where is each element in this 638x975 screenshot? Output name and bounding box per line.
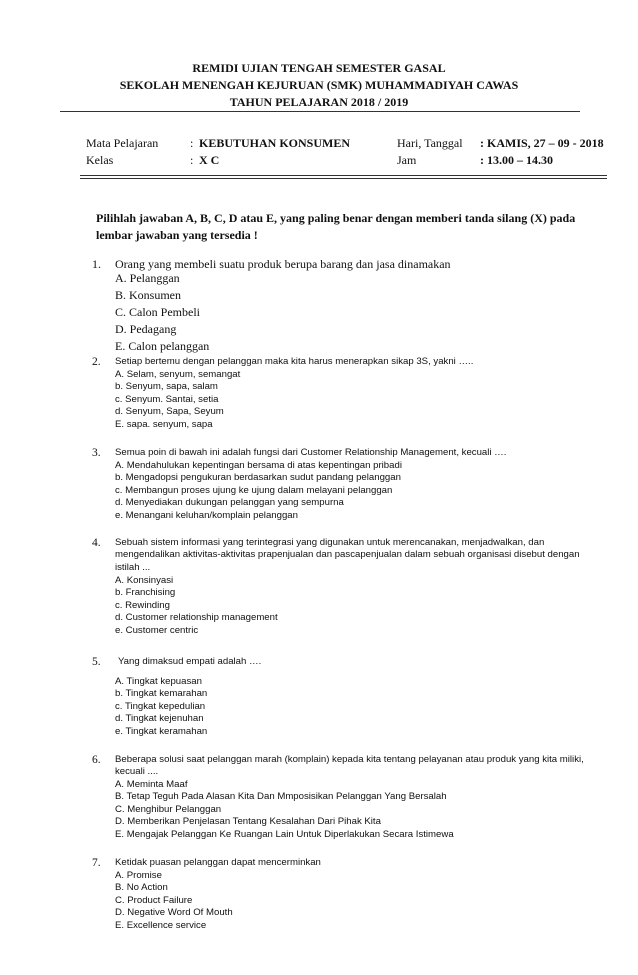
option-b: B. Tetap Teguh Pada Alasan Kita Dan Mmposisikan Pelanggan Yang Bersalah [115, 791, 447, 803]
option-a: A. Selam, senyum, semangat [115, 369, 241, 380]
info-row-subject [86, 136, 606, 153]
option-c: c. Rewinding [115, 599, 170, 611]
date-label: Hari, Tanggal [397, 136, 463, 150]
option-a: A. Meminta Maaf [115, 779, 188, 790]
option-e: e. Menangani keluhan/komplain pelanggan [115, 509, 298, 521]
option-b: B. No Action [115, 882, 168, 894]
question-number: 5. [92, 656, 101, 668]
question-number: 3. [92, 447, 101, 459]
question-number: 4. [92, 537, 101, 549]
option-c: C. Menghibur Pelanggan [115, 803, 222, 815]
info-divider-1 [80, 175, 607, 176]
option-c: C. Product Failure [115, 894, 193, 906]
option-d: d. Menyediakan dukungan pelanggan yang sempurna [115, 497, 344, 509]
option-d: d. Tingkat kejenuhan [115, 713, 204, 725]
question-stem: Semua poin di bawah ini adalah fungsi dari Customer Relationship Management, kecuali …. [115, 447, 507, 458]
option-d: D. Negative Word Of Mouth [115, 907, 233, 919]
question-number: 7. [92, 857, 101, 869]
question-number: 1. [92, 257, 101, 271]
exam-header [0, 60, 638, 111]
question-stem: Ketidak puasan pelanggan dapat mencerminkan [115, 857, 321, 868]
subject-colon: : [190, 136, 194, 150]
question-stem: Setiap bertemu dengan pelanggan maka kita harus menerapkan sikap 3S, yakni ….. [115, 356, 474, 367]
option-b: b. Senyum, sapa, salam [115, 381, 218, 393]
option-c: c. Senyum. Santai, setia [115, 393, 219, 405]
header-title: REMIDI UJIAN TENGAH SEMESTER GASAL [192, 61, 446, 75]
option-list [115, 460, 592, 522]
header-school: SEKOLAH MENENGAH KEJURUAN (SMK) MUHAMMADIYAH CAWAS [119, 78, 519, 92]
question-number: 2. [92, 356, 101, 368]
subject-value: KEBUTUHAN KONSUMEN [199, 136, 351, 150]
subject-label: Mata Pelajaran [86, 136, 159, 150]
class-label: Kelas [86, 153, 114, 167]
option-c: c. Tingkat kepedulian [115, 700, 206, 712]
option-list [115, 270, 592, 355]
option-e: E. Mengajak Pelanggan Ke Ruangan Lain Untuk Diperlakukan Secara Istimewa [115, 828, 454, 840]
class-value: X C [199, 153, 220, 167]
option-a: A. Promise [115, 870, 162, 881]
option-b: B. Konsumen [115, 288, 181, 302]
option-b: b. Tingkat kemarahan [115, 688, 208, 700]
option-a: A. Konsinyasi [115, 575, 174, 586]
option-d: D. Pedagang [115, 322, 177, 336]
option-list [115, 575, 592, 637]
info-row-class [86, 153, 606, 170]
option-c: c. Membangun proses ujung ke ujung dalam melayani pelanggan [115, 484, 393, 496]
header-divider [60, 111, 580, 112]
time-value: : 13.00 – 14.30 [480, 153, 553, 167]
info-divider-2 [80, 178, 607, 179]
option-list [115, 369, 592, 431]
option-b: b. Franchising [115, 587, 176, 599]
option-e: E. sapa. senyum, sapa [115, 418, 213, 430]
question-stem: Orang yang membeli suatu produk berupa barang dan jasa dinamakan [115, 257, 451, 271]
option-e: E. Calon pelanggan [115, 339, 210, 353]
question-number: 6. [92, 754, 101, 766]
option-a: A. Tingkat kepuasan [115, 676, 202, 687]
option-e: e. Customer centric [115, 624, 199, 636]
option-list [115, 779, 592, 841]
option-e: e. Tingkat keramahan [115, 725, 208, 737]
question-stem: Yang dimaksud empati adalah …. [118, 656, 262, 667]
option-d: d. Senyum, Sapa, Seyum [115, 406, 224, 418]
instruction-text: Pilihlah jawaban A, B, C, D atau E, yang paling benar dengan memberi tanda silang (X) pada lembar jawaban yang tersedia ! [96, 211, 576, 242]
header-year: TAHUN PELAJARAN 2018 / 2019 [229, 95, 409, 109]
option-b: b. Mengadopsi pengukuran berdasarkan sudut pandang pelanggan [115, 472, 401, 484]
option-d: D. Memberikan Penjelasan Tentang Kesalahan Dari Pihak Kita [115, 816, 381, 828]
option-list [115, 676, 592, 738]
date-value: : KAMIS, 27 – 09 - 2018 [480, 136, 604, 150]
option-list [115, 870, 592, 932]
option-a: A. Pelanggan [115, 271, 180, 285]
time-label: Jam [397, 153, 417, 167]
option-e: E. Excellence service [115, 919, 207, 931]
question-stem: Sebuah sistem informasi yang terintegrasi yang digunakan untuk merencanakan, menjadwalkan, dan mengendalikan aktivitas-aktivitas prapenjualan dan pascapenjualan dalam sebuah organisasi disebut dengan istilah ... [115, 537, 580, 573]
option-d: d. Customer relationship management [115, 612, 278, 624]
option-a: A. Mendahulukan kepentingan bersama di atas kepentingan pribadi [115, 460, 402, 471]
option-c: C. Calon Pembeli [115, 305, 200, 319]
class-colon: : [190, 153, 194, 167]
question-stem: Beberapa solusi saat pelanggan marah (komplain) kepada kita tentang pelayanan atau produk yang kita miliki, kecuali .... [115, 754, 584, 778]
